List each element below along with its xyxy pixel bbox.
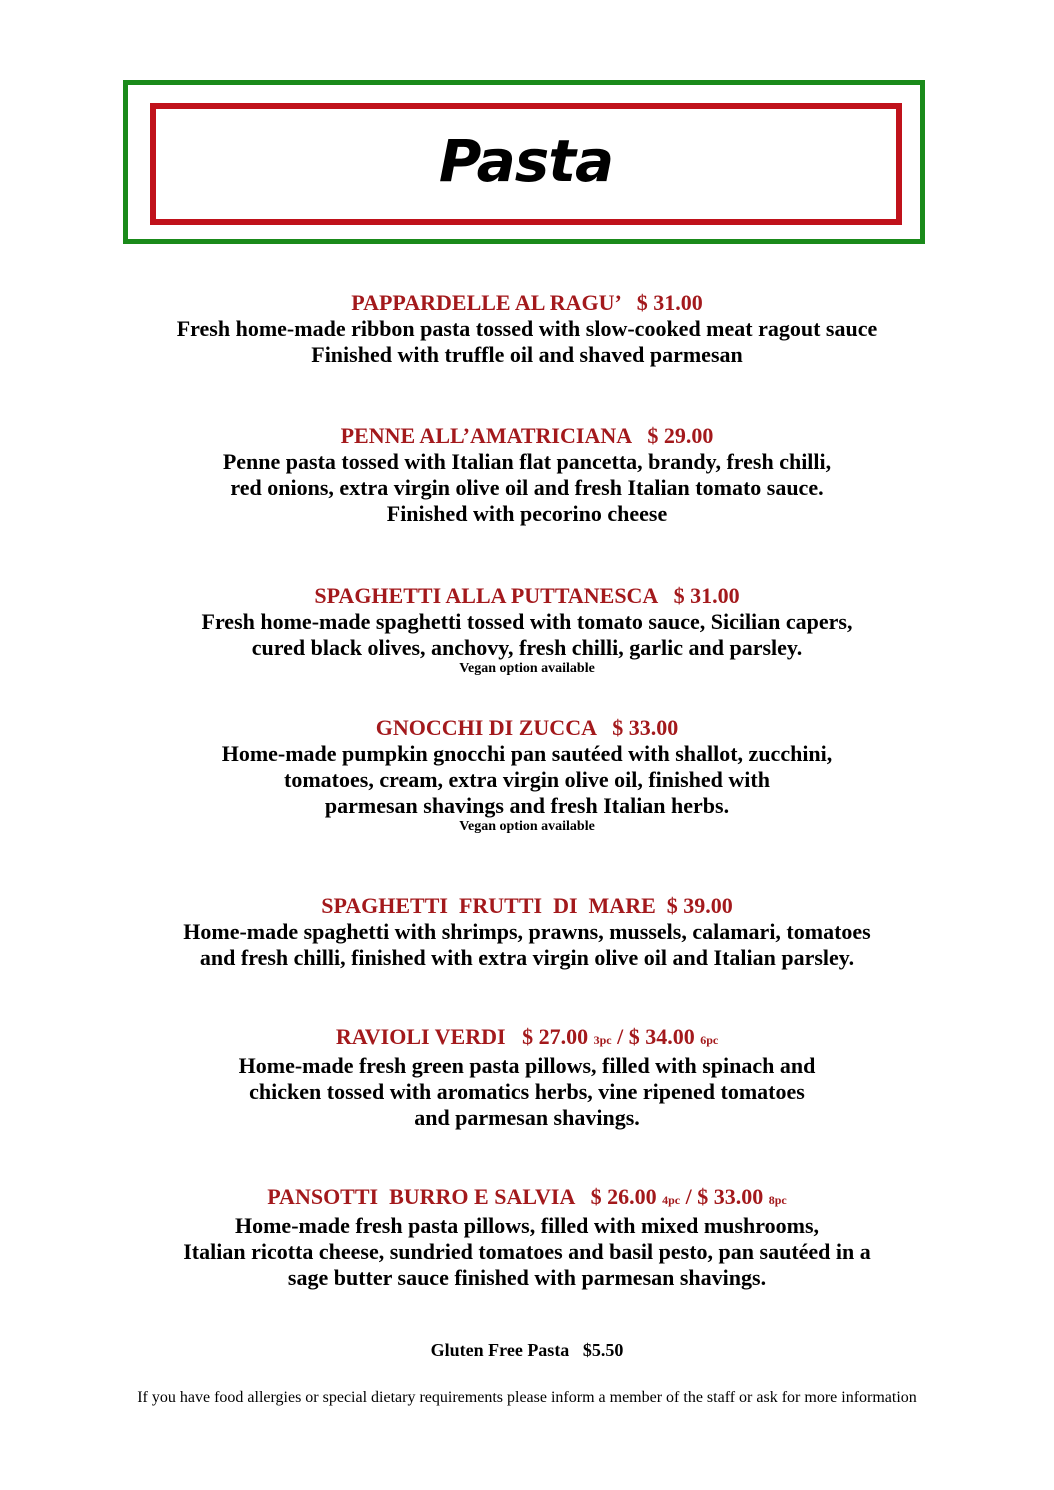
- dish-heading: [0, 423, 1054, 449]
- dish-price-3pc: $ 27.00: [522, 1024, 589, 1049]
- dish-pansotti-burro-salvia: [0, 1184, 1054, 1291]
- dish-unit-8pc: 8pc: [768, 1193, 787, 1207]
- gluten-free-price: $5.50: [582, 1340, 624, 1360]
- description-line: red onions, extra virgin olive oil and fresh Italian tomato sauce.: [230, 475, 824, 500]
- dish-pappardelle: [0, 290, 1054, 368]
- dish-price-6pc: $ 34.00: [628, 1024, 695, 1049]
- description-line: Fresh home-made ribbon pasta tossed with slow-cooked meat ragout sauce: [176, 316, 878, 341]
- description-line: sage butter sauce finished with parmesan shavings.: [287, 1265, 767, 1290]
- price-separator: /: [685, 1184, 692, 1209]
- dish-description: [0, 919, 1054, 971]
- dish-name: SPAGHETTI FRUTTI DI MARE: [321, 893, 656, 918]
- price-separator: /: [617, 1024, 624, 1049]
- dish-unit-4pc: 4pc: [662, 1193, 681, 1207]
- dish-price: $ 29.00: [647, 423, 714, 448]
- description-line: Italian ricotta cheese, sundried tomatoes and basil pesto, pan sautéed in a: [183, 1239, 871, 1264]
- description-line: and fresh chilli, finished with extra virgin olive oil and Italian parsley.: [199, 945, 855, 970]
- dish-price-4pc: $ 26.00: [590, 1184, 657, 1209]
- dish-description: [0, 1213, 1054, 1291]
- dish-name: GNOCCHI DI ZUCCA: [375, 715, 596, 740]
- dish-price: $ 33.00: [612, 715, 679, 740]
- description-line: Penne pasta tossed with Italian flat pancetta, brandy, fresh chilli,: [222, 449, 832, 474]
- description-line: Home-made fresh pasta pillows, filled with mixed mushrooms,: [234, 1213, 820, 1238]
- description-line: Finished with truffle oil and shaved parmesan: [311, 342, 743, 367]
- gluten-free-label: Gluten Free Pasta: [430, 1340, 570, 1360]
- dish-spaghetti-frutti-di-mare: [0, 893, 1054, 971]
- description-line: Fresh home-made spaghetti tossed with tomato sauce, Sicilian capers,: [201, 609, 853, 634]
- dish-heading: [0, 715, 1054, 741]
- dish-heading: [0, 1024, 1054, 1053]
- dish-price-8pc: $ 33.00: [697, 1184, 764, 1209]
- dish-description: [0, 741, 1054, 819]
- title-frame-inner: [150, 103, 902, 225]
- description-line: Home-made spaghetti with shrimps, prawns, mussels, calamari, tomatoes: [183, 919, 871, 944]
- dish-spaghetti-puttanesca: [0, 583, 1054, 677]
- dish-heading: [0, 1184, 1054, 1213]
- description-line: and parmesan shavings.: [414, 1105, 640, 1130]
- dish-unit-6pc: 6pc: [700, 1033, 719, 1047]
- vegan-note: Vegan option available: [459, 661, 595, 676]
- description-line: Finished with pecorino cheese: [386, 501, 668, 526]
- dish-description: [0, 449, 1054, 527]
- dish-price: $ 31.00: [673, 583, 740, 608]
- gluten-free-line: [0, 1340, 1054, 1361]
- dish-description: [0, 1053, 1054, 1131]
- description-line: Home-made fresh green pasta pillows, filled with spinach and: [238, 1053, 816, 1078]
- dish-heading: [0, 583, 1054, 609]
- allergy-notice: If you have food allergies or special dietary requirements please inform a member of the staff or ask for more information: [137, 1389, 917, 1406]
- dish-price: $ 31.00: [636, 290, 703, 315]
- dish-penne-amatriciana: [0, 423, 1054, 527]
- dish-name: SPAGHETTI ALLA PUTTANESCA: [314, 583, 658, 608]
- description-line: cured black olives, anchovy, fresh chilli, garlic and parsley.: [251, 635, 803, 660]
- description-line: chicken tossed with aromatics herbs, vine ripened tomatoes: [249, 1079, 805, 1104]
- dish-price: $ 39.00: [666, 893, 733, 918]
- vegan-note: Vegan option available: [459, 819, 595, 834]
- description-line: Home-made pumpkin gnocchi pan sautéed with shallot, zucchini,: [221, 741, 833, 766]
- dish-ravioli-verdi: [0, 1024, 1054, 1131]
- dish-description: [0, 316, 1054, 368]
- dish-description: [0, 609, 1054, 661]
- description-line: tomatoes, cream, extra virgin olive oil, finished with: [284, 767, 770, 792]
- dish-name: PENNE ALL’AMATRICIANA: [340, 423, 631, 448]
- dish-gnocchi-zucca: [0, 715, 1054, 835]
- dish-heading: [0, 893, 1054, 919]
- description-line: parmesan shavings and fresh Italian herbs.: [324, 793, 730, 818]
- dish-name: PANSOTTI BURRO E SALVIA: [267, 1184, 575, 1209]
- dish-name: RAVIOLI VERDI: [335, 1024, 506, 1049]
- dish-heading: [0, 290, 1054, 316]
- dish-unit-3pc: 3pc: [593, 1033, 612, 1047]
- page-title: Pasta: [438, 127, 614, 195]
- dish-name: PAPPARDELLE AL RAGU’: [351, 290, 621, 315]
